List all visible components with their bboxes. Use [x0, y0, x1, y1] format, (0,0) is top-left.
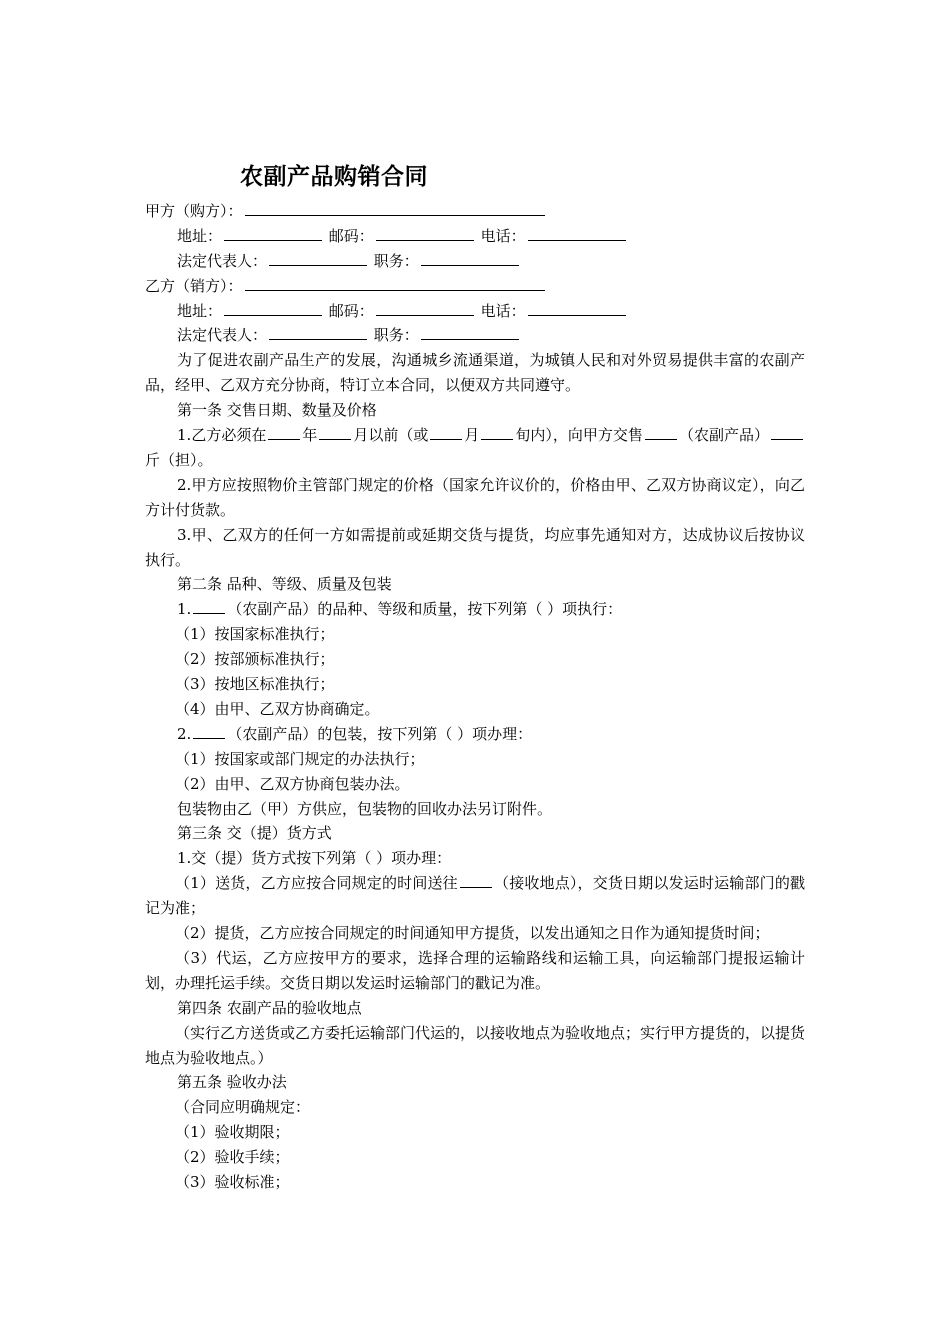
party-b-position-blank	[421, 324, 519, 340]
article1-item1-part1: 1.乙方必须在	[177, 426, 267, 445]
article2-item2	[145, 722, 805, 747]
article2-item2-text: （农副产品）的包装，按下列第（ ）项办理：	[227, 724, 533, 743]
year-blank	[268, 424, 300, 440]
article1-item1-part2: 年	[302, 426, 318, 445]
article5-item1: （1）验收期限；	[175, 1123, 290, 1142]
month-blank	[319, 424, 351, 440]
party-b-rep-blank	[269, 324, 367, 340]
article5-heading: 第五条 验收办法	[177, 1073, 287, 1092]
party-b-postcode-blank	[376, 300, 474, 316]
article1-item1-part7: 斤（担）。	[145, 450, 213, 469]
article5-item2: （2）验收手续；	[175, 1148, 290, 1167]
party-b-rep-label: 法定代表人：	[177, 326, 268, 345]
article3-heading: 第三条 交（提）货方式	[177, 824, 332, 843]
contract-title: 农副产品购销合同	[240, 163, 428, 190]
quantity-blank	[771, 424, 803, 440]
article4-heading: 第四条 农副产品的验收地点	[177, 998, 362, 1017]
contract-body	[145, 199, 805, 1195]
article3-option1-part2: （接收地点），交货日期以发运时运输部门的戳记为准；	[145, 874, 805, 918]
party-b-name-blank	[245, 275, 545, 291]
party-a-phone-blank	[528, 225, 626, 241]
article2-item2-product-blank	[193, 723, 225, 739]
article1-item1	[145, 423, 805, 473]
article2-option3: （3）按地区标准执行；	[175, 675, 335, 694]
party-a-address-label: 地址：	[177, 226, 223, 245]
party-a-line	[145, 199, 805, 224]
article3-option3: （3）代运，乙方应按甲方的要求，选择合理的运输路线和运输工具，向运输部门提报运输计划，办理托运手续。交货日期以发运时运输部门的戳记为准。	[145, 948, 805, 992]
party-a-name-blank	[245, 200, 545, 216]
party-b-phone-blank	[528, 300, 626, 316]
party-a-position-label: 职务：	[373, 251, 419, 270]
period-blank	[481, 424, 513, 440]
party-a-phone-label: 电话：	[480, 226, 526, 245]
article2-item2-prefix: 2.	[177, 724, 192, 743]
party-b-line	[145, 274, 805, 299]
article3-option2: （2）提货，乙方应按合同规定的时间通知甲方提货，以发出通知之日作为通知提货时间；	[175, 923, 770, 942]
article4-text: （实行乙方送货或乙方委托运输部门代运的，以接收地点为验收地点；实行甲方提货的，以提货地点为验收地点。）	[145, 1023, 806, 1067]
party-a-contact-line	[145, 224, 805, 249]
article2-pack-option1: （1）按国家或部门规定的办法执行；	[175, 749, 425, 768]
party-b-phone-label: 电话：	[480, 301, 526, 320]
article5-item3: （3）验收标准；	[175, 1172, 290, 1191]
party-a-postcode-label: 邮码：	[328, 226, 374, 245]
alt-month-blank	[430, 424, 462, 440]
article1-item1-part3: 月以前（或	[353, 426, 429, 445]
article2-item1-prefix: 1.	[177, 600, 192, 619]
party-b-rep-line	[145, 323, 805, 348]
preamble-paragraph: 为了促进农副产品生产的发展，沟通城乡流通渠道，为城镇人民和对外贸易提供丰富的农副产品，经甲、乙双方充分协商，特订立本合同，以便双方共同遵守。	[145, 351, 805, 395]
party-b-address-blank	[224, 300, 322, 316]
article2-option4: （4）由甲、乙双方协商确定。	[175, 699, 380, 718]
article2-option1: （1）按国家标准执行；	[175, 625, 335, 644]
party-a-position-blank	[421, 250, 519, 266]
article1-heading: 第一条 交售日期、数量及价格	[177, 401, 377, 420]
party-a-rep-line	[145, 249, 805, 274]
party-a-rep-blank	[269, 250, 367, 266]
article2-heading: 第二条 品种、等级、质量及包装	[177, 575, 392, 594]
party-a-postcode-blank	[376, 225, 474, 241]
party-a-rep-label: 法定代表人：	[177, 251, 268, 270]
party-b-contact-line	[145, 299, 805, 324]
article2-item1	[145, 597, 805, 622]
receiving-place-blank	[460, 872, 492, 888]
article3-item1: 1.交（提）货方式按下列第（ ）项办理：	[177, 849, 452, 868]
article3-option1	[145, 871, 805, 921]
article2-option2: （2）按部颁标准执行；	[175, 650, 335, 669]
party-b-position-label: 职务：	[373, 326, 419, 345]
article3-option1-part1: （1）送货，乙方应按合同规定的时间送往	[175, 874, 458, 893]
article5-intro: （合同应明确规定：	[175, 1098, 311, 1117]
article2-packaging-note: 包装物由乙（甲）方供应，包装物的回收办法另订附件。	[177, 799, 553, 818]
party-b-postcode-label: 邮码：	[328, 301, 374, 320]
article1-item2: 2.甲方应按照物价主管部门规定的价格（国家允许议价的，价格由甲、乙双方协商议定），向乙方计付货款。	[145, 475, 805, 519]
party-b-label: 乙方（销方）：	[145, 276, 243, 295]
article1-item1-part6: （农副产品）	[678, 426, 769, 445]
article1-item1-part4: 月	[464, 426, 480, 445]
product-blank	[645, 424, 677, 440]
article1-item3: 3.甲、乙双方的任何一方如需提前或延期交货与提货，均应事先通知对方，达成协议后按协议执行。	[145, 525, 805, 569]
party-b-address-label: 地址：	[177, 301, 223, 320]
party-a-label: 甲方（购方）：	[145, 202, 243, 220]
party-a-address-blank	[224, 225, 322, 241]
article2-pack-option2: （2）由甲、乙双方协商包装办法。	[175, 774, 410, 793]
article2-item1-text: （农副产品）的品种、等级和质量，按下列第（ ）项执行：	[227, 600, 623, 619]
article1-item1-part5: 旬内），向甲方交售	[515, 426, 643, 445]
article2-item1-product-blank	[193, 598, 225, 614]
